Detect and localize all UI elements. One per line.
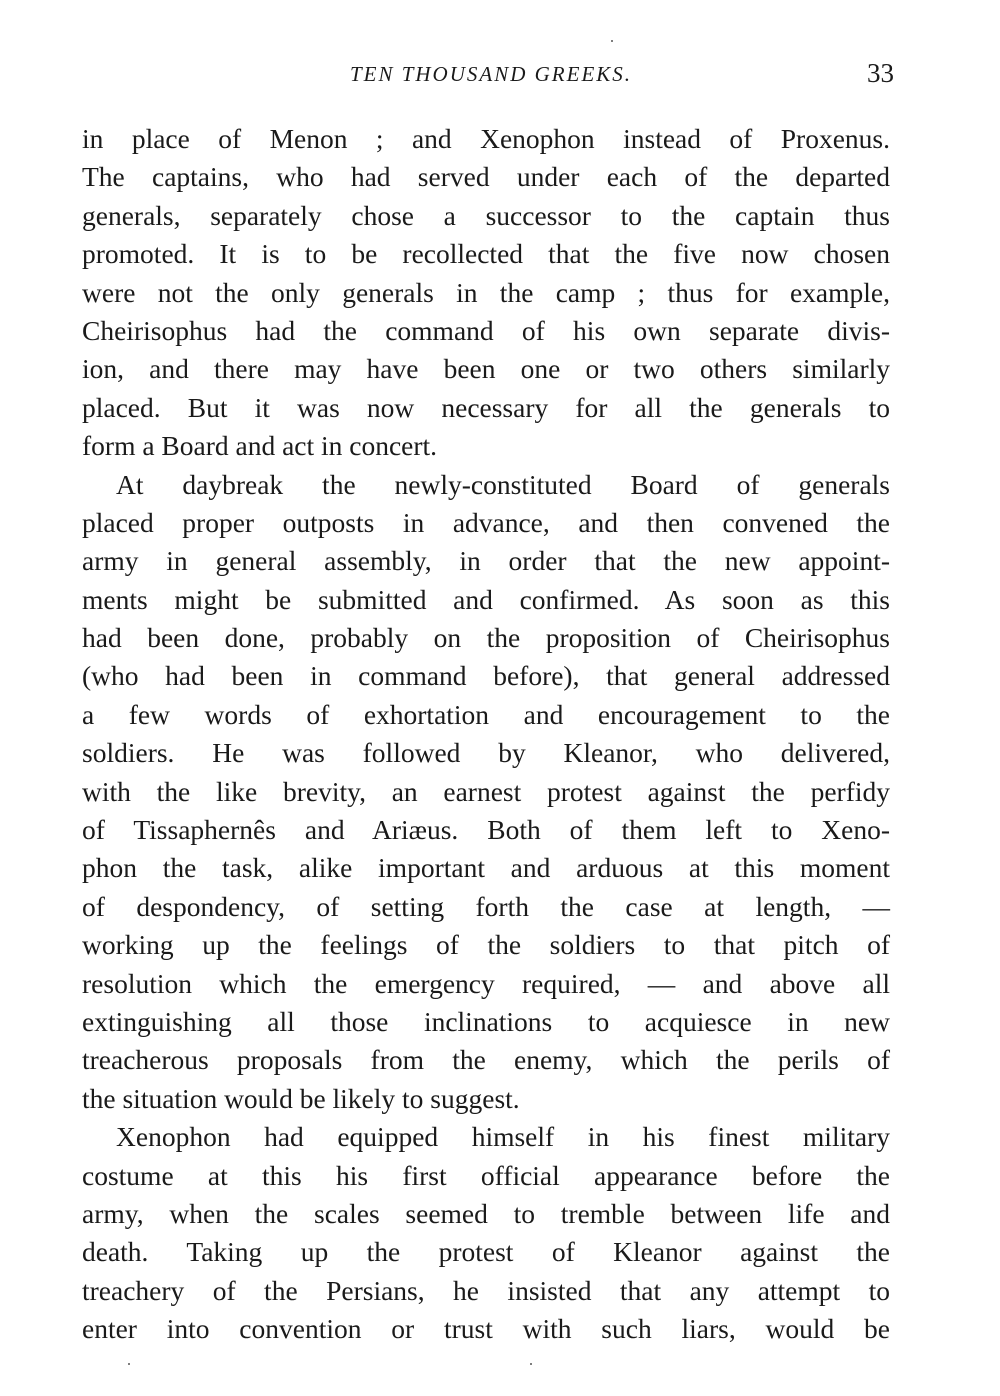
paragraph-3 — [82, 1118, 890, 1348]
paragraph-2 — [82, 466, 890, 1119]
paragraph-1 — [82, 120, 890, 466]
text-line: (who had been in command before), that general addressed — [82, 660, 890, 692]
running-head — [82, 58, 894, 98]
text-line: generals, separately chose a successor to the captain thus — [82, 199, 890, 231]
text-line: promoted. It is to be recollected that the five now chosen — [82, 238, 890, 270]
text-line: The captains, who had served under each of the departed — [82, 161, 890, 193]
running-title: TEN THOUSAND GREEKS. — [349, 62, 633, 86]
page-number: 33 — [867, 58, 894, 88]
text-line: ments might be submitted and confirmed. As soon as this — [82, 583, 890, 615]
scan-speck — [530, 1363, 532, 1365]
text-line: had been done, probably on the proposition of Cheirisophus — [82, 622, 890, 654]
text-line: form a Board and act in concert. — [82, 430, 438, 462]
text-line: were not the only generals in the camp ; thus for example, — [82, 276, 890, 308]
text-line: Xenophon had equipped himself in his finest military — [116, 1121, 890, 1153]
text-line: treachery of the Persians, he insisted that any attempt to — [82, 1274, 890, 1306]
text-line: treacherous proposals from the enemy, which the perils of — [82, 1044, 890, 1076]
text-line: of despondency, of setting forth the case at length, — — [82, 890, 890, 922]
text-line: working up the feelings of the soldiers to that pitch of — [82, 929, 890, 961]
body-text — [82, 120, 890, 1349]
text-line: placed. But it was now necessary for all the generals to — [82, 391, 890, 423]
text-line: extinguishing all those inclinations to acquiesce in new — [82, 1005, 890, 1037]
text-line: costume at this his first official appearance before the — [82, 1159, 890, 1191]
text-line: Cheirisophus had the command of his own separate divis- — [82, 314, 890, 346]
text-line: phon the task, alike important and arduous at this moment — [82, 852, 890, 884]
text-line: placed proper outposts in advance, and then convened the — [82, 506, 890, 538]
text-line: army in general assembly, in order that the new appoint- — [82, 545, 890, 577]
text-line: At daybreak the newly-constituted Board of generals — [116, 468, 890, 500]
text-line: resolution which the emergency required, — and above all — [82, 967, 890, 999]
text-line: in place of Menon ; and Xenophon instead of Proxenus. — [82, 123, 890, 154]
text-line: with the like brevity, an earnest protest against the perfidy — [82, 775, 891, 807]
text-line: the situation would be likely to suggest. — [82, 1082, 520, 1114]
text-line: ion, and there may have been one or two others similarly — [82, 353, 890, 385]
scan-speck — [128, 1363, 130, 1365]
scan-speck — [611, 40, 613, 42]
text-line: soldiers. He was followed by Kleanor, who delivered, — [82, 737, 890, 769]
text-line: army, when the scales seemed to tremble between life and — [82, 1197, 890, 1229]
text-line: death. Taking up the protest of Kleanor against the — [82, 1236, 890, 1268]
text-line: enter into convention or trust with such liars, would be — [82, 1313, 890, 1345]
text-line: of Tissaphernês and Ariæus. Both of them left to Xeno- — [82, 814, 890, 846]
text-line: a few words of exhortation and encouragement to the — [82, 698, 890, 730]
